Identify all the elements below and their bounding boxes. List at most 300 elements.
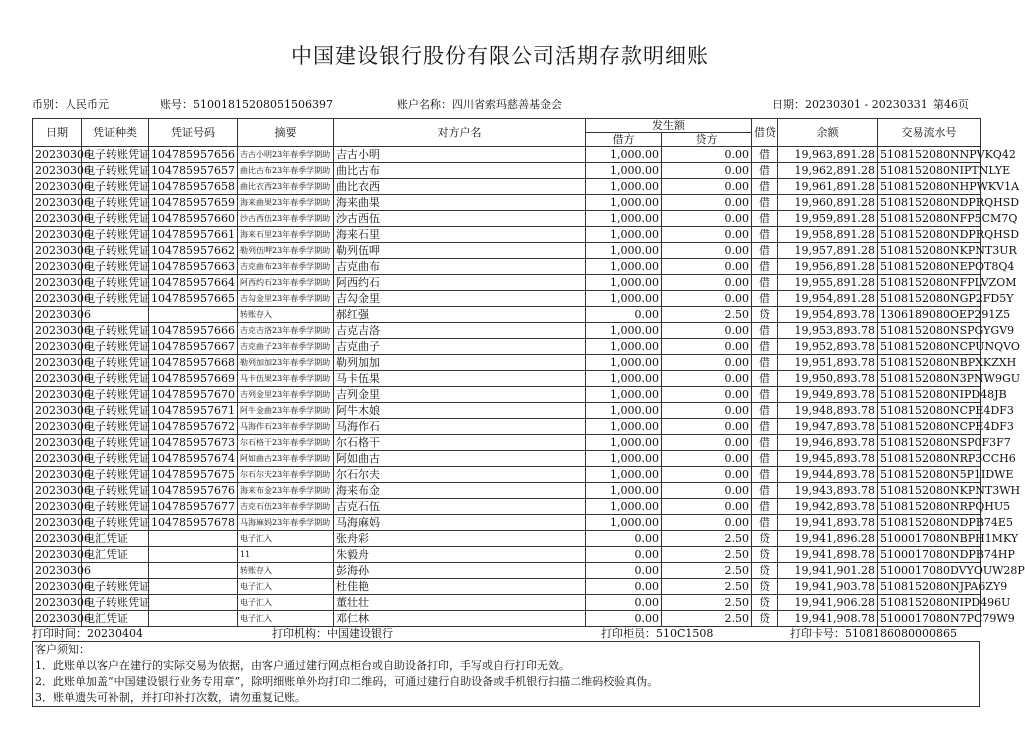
summary-cell: 阿如曲古23年春季学期助 (238, 451, 334, 467)
counterparty-cell: 勒列伍呷 (334, 243, 586, 259)
date-cell: 20230306 (33, 275, 82, 291)
summary-cell: 马卡伍果23年春季学期助 (238, 371, 334, 387)
serial-cell: 5108152080NSP0F3F7 (878, 435, 981, 451)
header-date: 日期 (33, 119, 82, 147)
voucher-no-cell: 104785957667 (149, 339, 238, 355)
counterparty-cell: 彭海孙 (334, 563, 586, 579)
balance-cell: 19,943,893.78 (778, 483, 878, 499)
credit-cell: 0.00 (662, 419, 752, 435)
balance-cell: 19,953,893.78 (778, 323, 878, 339)
serial-cell: 5108152080NNPVKQ42 (878, 147, 981, 163)
notes-item: 2．此账单加盖“中国建设银行业务专用章”，除明细账单外均打印二维码，可通过建行自助设备或手机银行扫描二维码校验真伪。 (35, 675, 659, 688)
dc-cell: 借 (752, 211, 778, 227)
header-serial: 交易流水号 (878, 119, 981, 147)
credit-cell: 0.00 (662, 435, 752, 451)
dc-cell: 借 (752, 419, 778, 435)
summary-cell: 吉克吉洛23年春季学期助 (238, 323, 334, 339)
counterparty-cell: 张舟彩 (334, 531, 586, 547)
credit-cell: 0.00 (662, 355, 752, 371)
counterparty-cell: 马海作石 (334, 419, 586, 435)
date-range: 日期：20230301 - 20230331 (772, 98, 928, 111)
summary-cell: 吉克曲子23年春季学期助 (238, 339, 334, 355)
credit-cell: 0.00 (662, 179, 752, 195)
voucher-no-cell (149, 611, 238, 627)
voucher-type-cell (82, 307, 149, 323)
dc-cell: 贷 (752, 579, 778, 595)
debit-cell: 1,000.00 (586, 259, 662, 275)
debit-cell: 1,000.00 (586, 179, 662, 195)
debit-cell: 1,000.00 (586, 243, 662, 259)
balance-cell: 19,960,891.28 (778, 195, 878, 211)
dc-cell: 借 (752, 259, 778, 275)
voucher-no-cell: 104785957672 (149, 419, 238, 435)
counterparty-cell: 海来曲果 (334, 195, 586, 211)
voucher-no-cell: 104785957658 (149, 179, 238, 195)
counterparty-cell: 勒列加加 (334, 355, 586, 371)
table-row (33, 339, 981, 355)
credit-cell: 2.50 (662, 579, 752, 595)
voucher-type-cell: 电子转账凭证 (82, 467, 149, 483)
serial-cell: 5108152080NBPXKZXH (878, 355, 981, 371)
summary-cell: 11 (238, 547, 334, 563)
voucher-no-cell: 104785957668 (149, 355, 238, 371)
credit-cell: 0.00 (662, 195, 752, 211)
table-row (33, 291, 981, 307)
debit-cell: 0.00 (586, 595, 662, 611)
summary-cell: 勒列伍呷23年春季学期助 (238, 243, 334, 259)
table-row (33, 259, 981, 275)
date-cell: 20230306 (33, 403, 82, 419)
voucher-no-cell: 104785957656 (149, 147, 238, 163)
header-credit: 贷方 (662, 133, 752, 147)
balance-cell: 19,948,893.78 (778, 403, 878, 419)
summary-cell: 吉勾金里23年春季学期助 (238, 291, 334, 307)
credit-cell: 2.50 (662, 563, 752, 579)
summary-cell: 海来石里23年春季学期助 (238, 227, 334, 243)
table-row (33, 547, 981, 563)
table-row (33, 451, 981, 467)
dc-cell: 贷 (752, 547, 778, 563)
credit-cell: 0.00 (662, 291, 752, 307)
serial-cell: 5108152080NCPE4DF3 (878, 419, 981, 435)
voucher-type-cell: 电子转账凭证 (82, 451, 149, 467)
table-row (33, 467, 981, 483)
debit-cell: 1,000.00 (586, 323, 662, 339)
voucher-no-cell (149, 547, 238, 563)
debit-cell: 1,000.00 (586, 483, 662, 499)
summary-cell: 沙古西伍23年春季学期助 (238, 211, 334, 227)
voucher-type-cell: 电子转账凭证 (82, 579, 149, 595)
summary-cell: 勒列加加23年春季学期助 (238, 355, 334, 371)
summary-cell: 电子汇入 (238, 531, 334, 547)
date-cell: 20230306 (33, 611, 82, 627)
ledger-table (32, 118, 1025, 627)
voucher-no-cell: 104785957663 (149, 259, 238, 275)
date-cell: 20230306 (33, 435, 82, 451)
counterparty-cell: 邓仁林 (334, 611, 586, 627)
date-cell: 20230306 (33, 339, 82, 355)
voucher-no-cell: 104785957666 (149, 323, 238, 339)
table-row (33, 387, 981, 403)
balance-cell: 19,941,901.28 (778, 563, 878, 579)
serial-cell: 5108152080NDPRQHSD (878, 195, 981, 211)
balance-cell: 19,955,891.28 (778, 275, 878, 291)
serial-cell: 5108152080NRPQHU5 (878, 499, 981, 515)
credit-cell: 0.00 (662, 275, 752, 291)
date-cell: 20230306 (33, 371, 82, 387)
credit-cell: 0.00 (662, 147, 752, 163)
serial-cell: 5108152080NEPOT8Q4 (878, 259, 981, 275)
dc-cell: 贷 (752, 611, 778, 627)
summary-cell: 尔石格干23年春季学期助 (238, 435, 334, 451)
debit-cell: 1,000.00 (586, 515, 662, 531)
balance-cell: 19,954,893.78 (778, 307, 878, 323)
header-voucher-no: 凭证号码 (149, 119, 238, 147)
serial-cell: 5100017080NBPH1MKY (878, 531, 981, 547)
credit-cell: 0.00 (662, 339, 752, 355)
balance-cell: 19,950,893.78 (778, 371, 878, 387)
voucher-no-cell: 104785957661 (149, 227, 238, 243)
debit-cell: 0.00 (586, 547, 662, 563)
table-row (33, 195, 981, 211)
serial-cell: 5108152080NKPNT3WH (878, 483, 981, 499)
serial-cell: 5108152080NIPTNLYE (878, 163, 981, 179)
balance-cell: 19,956,891.28 (778, 259, 878, 275)
debit-cell: 1,000.00 (586, 147, 662, 163)
serial-cell: 5108152080NCPE4DF3 (878, 403, 981, 419)
counterparty-cell: 海来布金 (334, 483, 586, 499)
balance-cell: 19,942,893.78 (778, 499, 878, 515)
voucher-type-cell: 电子转账凭证 (82, 387, 149, 403)
dc-cell: 借 (752, 275, 778, 291)
debit-cell: 1,000.00 (586, 163, 662, 179)
credit-cell: 0.00 (662, 515, 752, 531)
counterparty-cell: 董壮壮 (334, 595, 586, 611)
date-cell: 20230306 (33, 163, 82, 179)
dc-cell: 借 (752, 467, 778, 483)
debit-cell: 1,000.00 (586, 499, 662, 515)
debit-cell: 1,000.00 (586, 291, 662, 307)
credit-cell: 0.00 (662, 451, 752, 467)
dc-cell: 借 (752, 291, 778, 307)
counterparty-cell: 吉克石伍 (334, 499, 586, 515)
balance-cell: 19,945,893.78 (778, 451, 878, 467)
serial-cell: 5108152080NJPA6ZY9 (878, 579, 981, 595)
counterparty-cell: 海来石里 (334, 227, 586, 243)
voucher-type-cell: 电子转账凭证 (82, 163, 149, 179)
customer-notes (32, 641, 980, 707)
balance-cell: 19,941,893.78 (778, 515, 878, 531)
summary-cell: 马海麻妈23年春季学期助 (238, 515, 334, 531)
table-row (33, 371, 981, 387)
date-cell: 20230306 (33, 195, 82, 211)
print-card: 打印卡号：5108186080000865 (790, 627, 957, 640)
date-cell: 20230306 (33, 147, 82, 163)
balance-cell: 19,957,891.28 (778, 243, 878, 259)
dc-cell: 借 (752, 371, 778, 387)
voucher-no-cell (149, 563, 238, 579)
counterparty-cell: 吉古小明 (334, 147, 586, 163)
counterparty-cell: 尔石尔夫 (334, 467, 586, 483)
dc-cell: 借 (752, 451, 778, 467)
balance-cell: 19,941,896.28 (778, 531, 878, 547)
table-row (33, 595, 981, 611)
serial-cell: 1306189080OEP291Z5 (878, 307, 981, 323)
credit-cell: 0.00 (662, 483, 752, 499)
serial-cell: 5100017080DVYOUW28P (878, 563, 981, 579)
notes-item: 1．此账单以客户在建行的实际交易为依据，由客户通过建行网点柜台或自助设备打印，手写或自行打印无效。 (35, 659, 570, 672)
counterparty-cell: 马卡伍果 (334, 371, 586, 387)
debit-cell: 1,000.00 (586, 451, 662, 467)
voucher-type-cell: 电子转账凭证 (82, 419, 149, 435)
credit-cell: 2.50 (662, 307, 752, 323)
header-amount: 发生额 (586, 119, 752, 133)
account-number: 账号：51001815208051506397 (160, 98, 333, 111)
summary-cell: 马海作石23年春季学期助 (238, 419, 334, 435)
table-row (33, 163, 981, 179)
balance-cell: 19,947,893.78 (778, 419, 878, 435)
credit-cell: 2.50 (662, 547, 752, 563)
dc-cell: 借 (752, 355, 778, 371)
credit-cell: 0.00 (662, 227, 752, 243)
voucher-type-cell: 电子转账凭证 (82, 147, 149, 163)
dc-cell: 贷 (752, 563, 778, 579)
summary-cell: 海来曲果23年春季学期助 (238, 195, 334, 211)
voucher-type-cell: 电子转账凭证 (82, 483, 149, 499)
summary-cell: 阿西约石23年春季学期助 (238, 275, 334, 291)
debit-cell: 1,000.00 (586, 227, 662, 243)
voucher-type-cell: 电子转账凭证 (82, 259, 149, 275)
dc-cell: 借 (752, 243, 778, 259)
summary-cell: 曲比衣西23年春季学期助 (238, 179, 334, 195)
date-cell: 20230306 (33, 547, 82, 563)
date-cell: 20230306 (33, 515, 82, 531)
credit-cell: 2.50 (662, 611, 752, 627)
print-time: 打印时间：20230404 (32, 627, 143, 640)
summary-cell: 电子汇入 (238, 595, 334, 611)
voucher-no-cell: 104785957676 (149, 483, 238, 499)
debit-cell: 1,000.00 (586, 387, 662, 403)
voucher-type-cell: 电汇凭证 (82, 611, 149, 627)
credit-cell: 0.00 (662, 467, 752, 483)
notes-heading: 客户须知： (35, 643, 90, 656)
date-cell: 20230306 (33, 579, 82, 595)
credit-cell: 0.00 (662, 243, 752, 259)
dc-cell: 借 (752, 179, 778, 195)
serial-cell: 5108152080NKPNT3UR (878, 243, 981, 259)
balance-cell: 19,941,903.78 (778, 579, 878, 595)
print-counter: 打印柜员：510C1508 (601, 627, 714, 640)
table-row (33, 243, 981, 259)
table-row (33, 355, 981, 371)
serial-cell: 5100017080N7PC79W9 (878, 611, 981, 627)
counterparty-cell: 马海麻妈 (334, 515, 586, 531)
credit-cell: 0.00 (662, 499, 752, 515)
currency-label: 币别：人民币元 (32, 98, 109, 111)
voucher-type-cell: 电子转账凭证 (82, 275, 149, 291)
voucher-type-cell: 电子转账凭证 (82, 339, 149, 355)
credit-cell: 2.50 (662, 595, 752, 611)
voucher-no-cell: 104785957678 (149, 515, 238, 531)
debit-cell: 0.00 (586, 307, 662, 323)
table-row (33, 323, 981, 339)
voucher-type-cell: 电子转账凭证 (82, 499, 149, 515)
debit-cell: 1,000.00 (586, 467, 662, 483)
summary-cell: 转账存入 (238, 563, 334, 579)
credit-cell: 0.00 (662, 387, 752, 403)
balance-cell: 19,959,891.28 (778, 211, 878, 227)
debit-cell: 0.00 (586, 579, 662, 595)
balance-cell: 19,941,906.28 (778, 595, 878, 611)
voucher-no-cell: 104785957673 (149, 435, 238, 451)
counterparty-cell: 吉克曲子 (334, 339, 586, 355)
date-cell: 20230306 (33, 243, 82, 259)
credit-cell: 0.00 (662, 259, 752, 275)
counterparty-cell: 曲比古布 (334, 163, 586, 179)
dc-cell: 贷 (752, 595, 778, 611)
date-cell: 20230306 (33, 595, 82, 611)
dc-cell: 借 (752, 387, 778, 403)
serial-cell: 5108152080NDPB74E5 (878, 515, 981, 531)
voucher-no-cell: 104785957677 (149, 499, 238, 515)
print-org: 打印机构：中国建设银行 (272, 627, 393, 640)
table-row (33, 483, 981, 499)
credit-cell: 0.00 (662, 163, 752, 179)
dc-cell: 借 (752, 483, 778, 499)
balance-cell: 19,958,891.28 (778, 227, 878, 243)
table-row (33, 227, 981, 243)
header-counterparty: 对方户名 (334, 119, 586, 147)
counterparty-cell: 沙古西伍 (334, 211, 586, 227)
notes-item: 3．账单遗失可补制，并打印补打次数，请勿重复记账。 (35, 691, 306, 704)
debit-cell: 0.00 (586, 611, 662, 627)
voucher-no-cell: 104785957660 (149, 211, 238, 227)
dc-cell: 借 (752, 195, 778, 211)
debit-cell: 1,000.00 (586, 339, 662, 355)
voucher-no-cell (149, 579, 238, 595)
counterparty-cell: 尔石格干 (334, 435, 586, 451)
debit-cell: 0.00 (586, 563, 662, 579)
serial-cell: 5108152080NSPGYGV9 (878, 323, 981, 339)
page-title: 中国建设银行股份有限公司活期存款明细账 (291, 44, 709, 68)
summary-cell: 吉克石伍23年春季学期助 (238, 499, 334, 515)
balance-cell: 19,941,908.78 (778, 611, 878, 627)
counterparty-cell: 吉列金里 (334, 387, 586, 403)
counterparty-cell: 曲比衣西 (334, 179, 586, 195)
debit-cell: 1,000.00 (586, 195, 662, 211)
serial-cell: 5108152080NIPD496U (878, 595, 981, 611)
debit-cell: 1,000.00 (586, 275, 662, 291)
date-cell: 20230306 (33, 531, 82, 547)
debit-cell: 1,000.00 (586, 355, 662, 371)
debit-cell: 1,000.00 (586, 371, 662, 387)
table-row (33, 435, 981, 451)
date-cell: 20230306 (33, 227, 82, 243)
voucher-no-cell: 104785957659 (149, 195, 238, 211)
serial-cell: 5108152080NFPLVZOM (878, 275, 981, 291)
summary-cell: 吉列金里23年春季学期助 (238, 387, 334, 403)
voucher-type-cell: 电子转账凭证 (82, 355, 149, 371)
voucher-type-cell: 电子转账凭证 (82, 211, 149, 227)
counterparty-cell: 阿牛木娘 (334, 403, 586, 419)
table-row (33, 515, 981, 531)
dc-cell: 贷 (752, 307, 778, 323)
debit-cell: 0.00 (586, 531, 662, 547)
balance-cell: 19,962,891.28 (778, 163, 878, 179)
table-row (33, 499, 981, 515)
table-row (33, 419, 981, 435)
dc-cell: 借 (752, 323, 778, 339)
voucher-no-cell: 104785957675 (149, 467, 238, 483)
counterparty-cell: 吉勾金里 (334, 291, 586, 307)
header-dc: 借贷 (752, 119, 778, 147)
voucher-no-cell: 104785957662 (149, 243, 238, 259)
credit-cell: 0.00 (662, 211, 752, 227)
voucher-no-cell (149, 595, 238, 611)
counterparty-cell: 阿如曲古 (334, 451, 586, 467)
balance-cell: 19,954,891.28 (778, 291, 878, 307)
voucher-type-cell: 电子转账凭证 (82, 227, 149, 243)
voucher-type-cell: 电汇凭证 (82, 531, 149, 547)
serial-cell: 5108152080NGP2FD5Y (878, 291, 981, 307)
counterparty-cell: 阿西约石 (334, 275, 586, 291)
counterparty-cell: 杜佳艳 (334, 579, 586, 595)
date-cell: 20230306 (33, 563, 82, 579)
table-row (33, 531, 981, 547)
balance-cell: 19,949,893.78 (778, 387, 878, 403)
summary-cell: 吉古小明23年春季学期助 (238, 147, 334, 163)
voucher-type-cell: 电子转账凭证 (82, 515, 149, 531)
header-balance: 余额 (778, 119, 878, 147)
voucher-type-cell: 电子转账凭证 (82, 595, 149, 611)
table-row (33, 403, 981, 419)
date-cell: 20230306 (33, 419, 82, 435)
balance-cell: 19,941,898.78 (778, 547, 878, 563)
voucher-type-cell: 电子转账凭证 (82, 179, 149, 195)
counterparty-cell: 朱毅舟 (334, 547, 586, 563)
dc-cell: 借 (752, 339, 778, 355)
dc-cell: 借 (752, 499, 778, 515)
balance-cell: 19,944,893.78 (778, 467, 878, 483)
date-cell: 20230306 (33, 211, 82, 227)
table-row (33, 563, 981, 579)
date-cell: 20230306 (33, 483, 82, 499)
table-row (33, 307, 981, 323)
voucher-no-cell (149, 531, 238, 547)
table-row (33, 579, 981, 595)
table-row (33, 179, 981, 195)
voucher-type-cell: 电子转账凭证 (82, 243, 149, 259)
dc-cell: 借 (752, 163, 778, 179)
serial-cell: 5108152080NFP5CM7Q (878, 211, 981, 227)
date-cell: 20230306 (33, 179, 82, 195)
debit-cell: 1,000.00 (586, 211, 662, 227)
summary-cell: 吉克曲布23年春季学期助 (238, 259, 334, 275)
account-name: 账户名称：四川省索玛慈善基金会 (397, 98, 562, 111)
dc-cell: 借 (752, 227, 778, 243)
date-cell: 20230306 (33, 307, 82, 323)
voucher-type-cell: 电子转账凭证 (82, 403, 149, 419)
counterparty-cell: 吉克曲布 (334, 259, 586, 275)
table-row (33, 275, 981, 291)
header-debit: 借方 (586, 133, 662, 147)
serial-cell: 5108152080NIPD48JB (878, 387, 981, 403)
balance-cell: 19,946,893.78 (778, 435, 878, 451)
serial-cell: 5108152080NCPUNQVO (878, 339, 981, 355)
voucher-type-cell: 电子转账凭证 (82, 291, 149, 307)
summary-cell: 电子汇入 (238, 611, 334, 627)
serial-cell: 5108152080N3PNW9GU (878, 371, 981, 387)
